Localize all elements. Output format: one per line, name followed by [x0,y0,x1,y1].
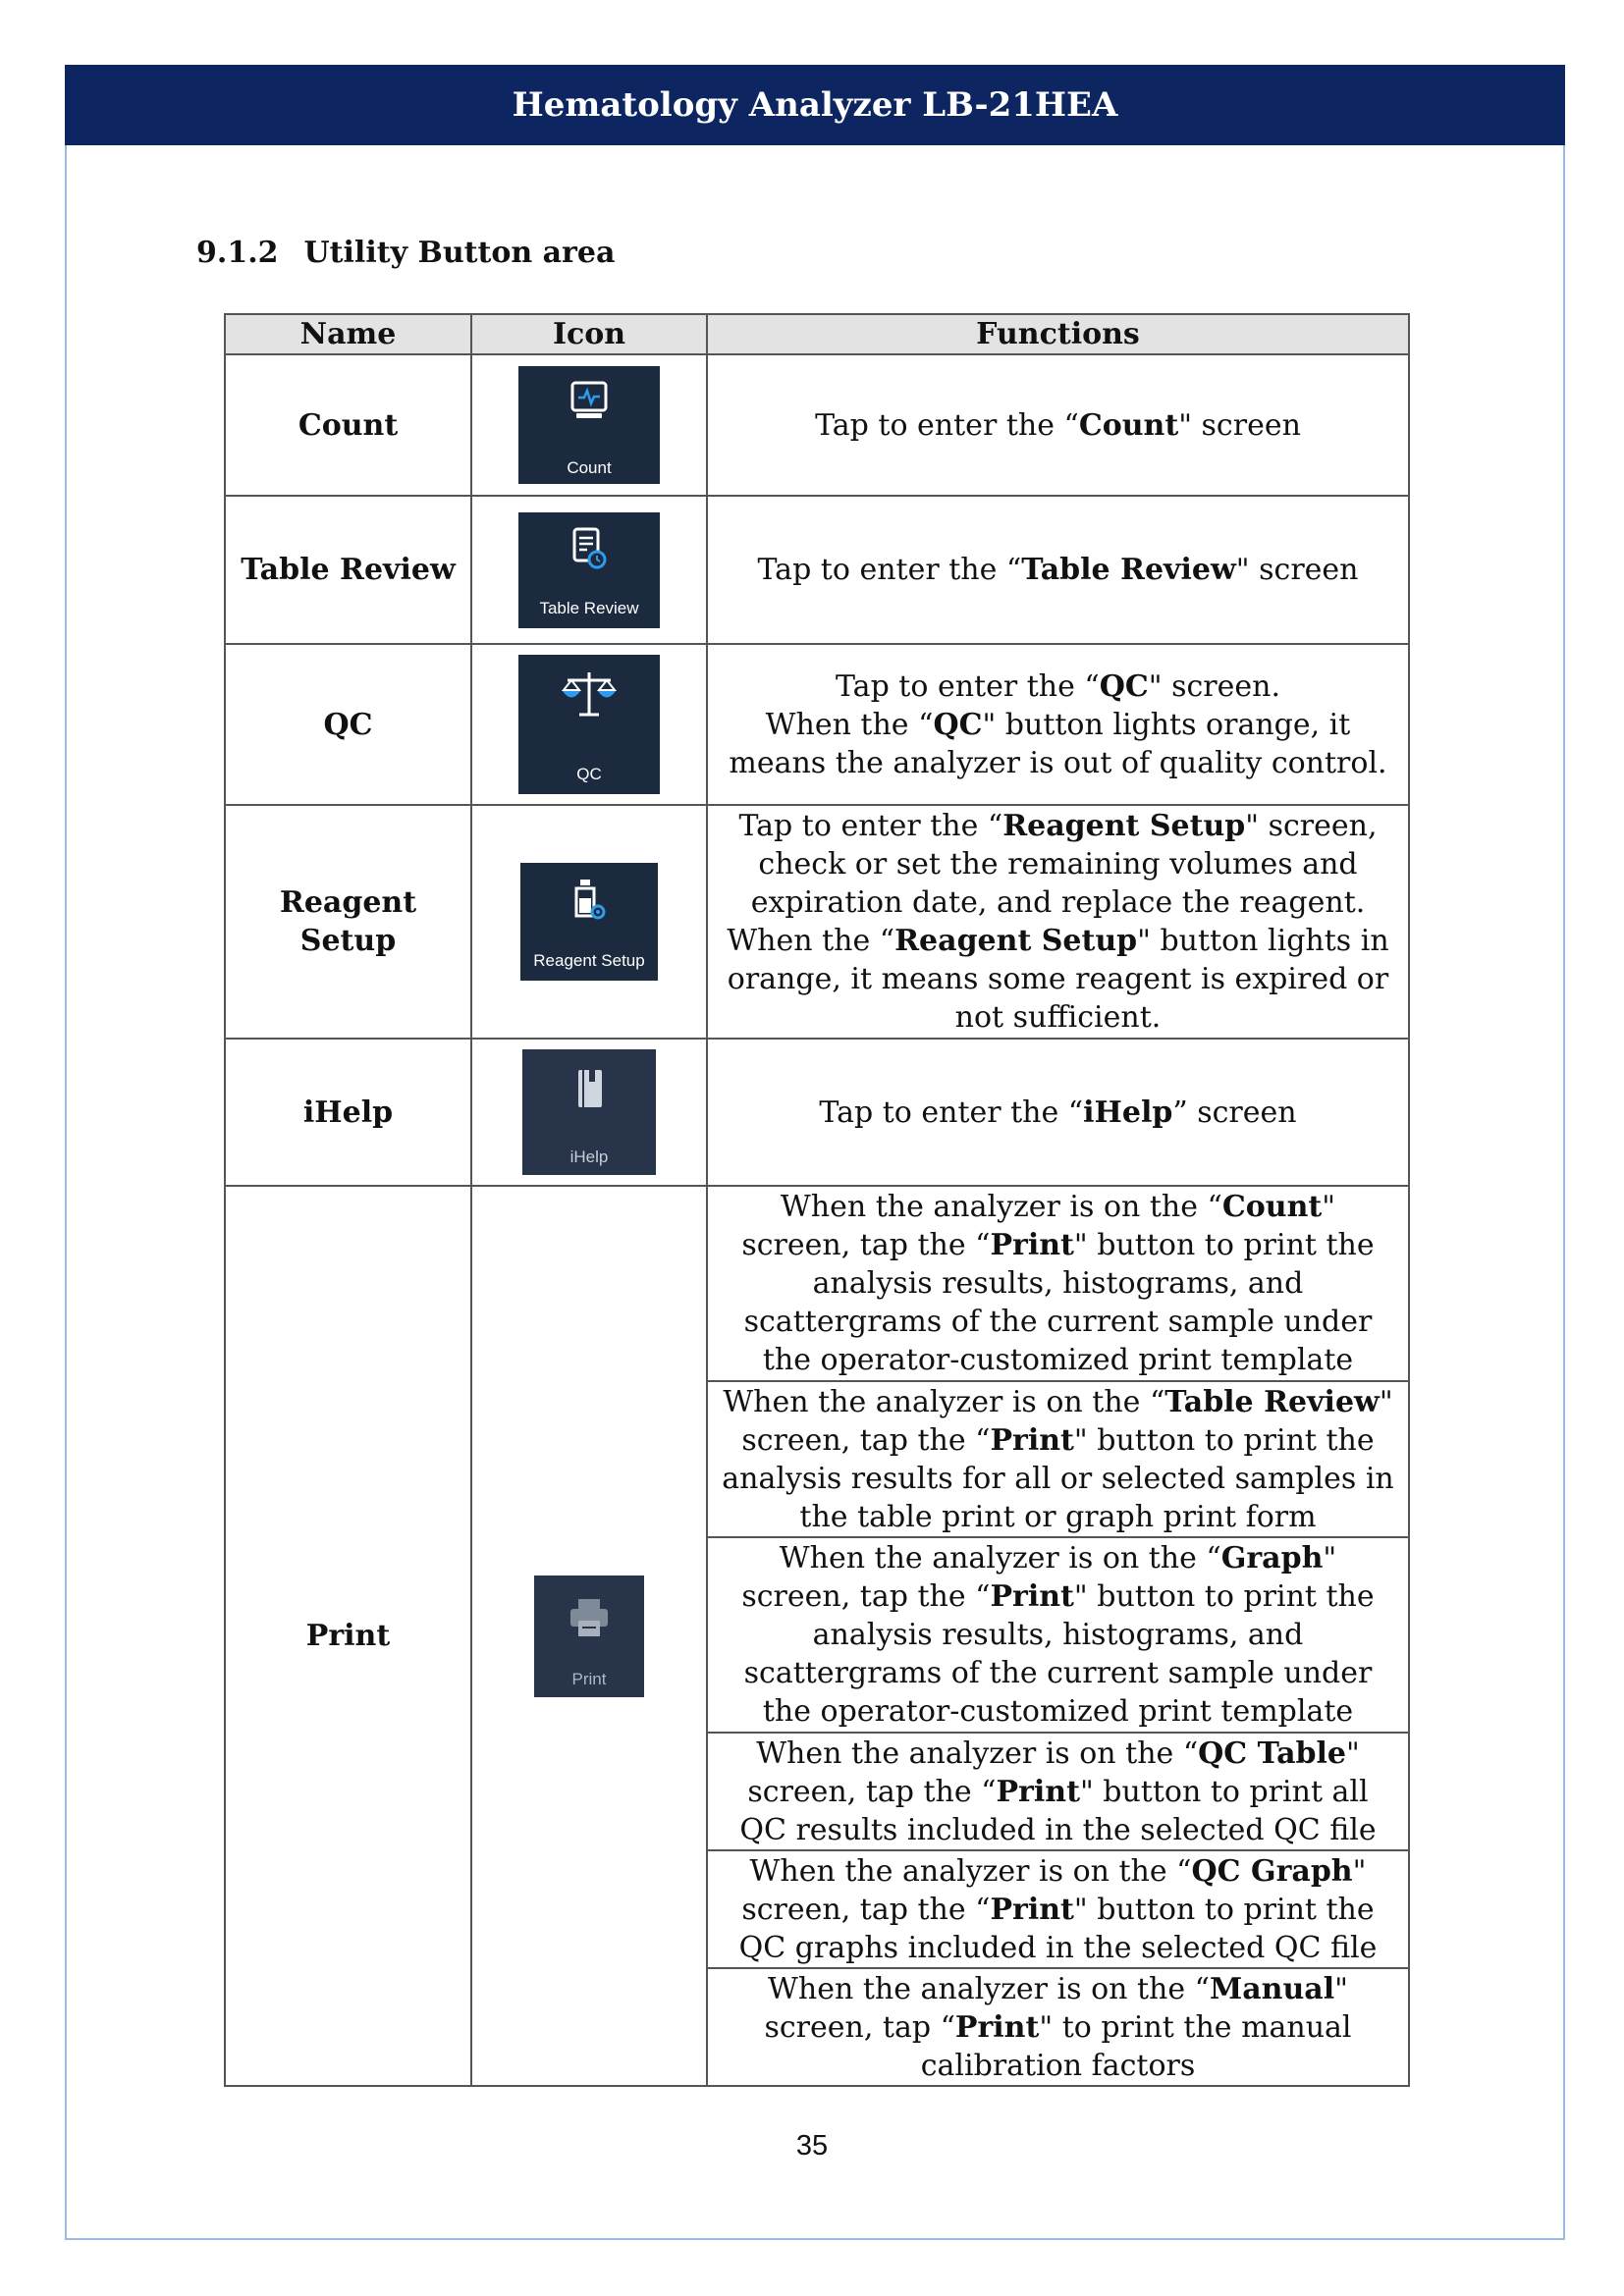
row-functions-print-qc-table [707,1733,1409,1850]
row-functions-ihelp [707,1039,1409,1186]
table-row [225,1186,1409,1381]
count-button[interactable] [518,366,660,484]
print-button[interactable] [534,1575,644,1697]
function-keyword: Print [990,1579,1074,1614]
book-icon [569,1067,609,1118]
function-text: When the analyzer is on the “ [723,1384,1165,1419]
reagent-setup-button-label: Reagent Setup [533,951,645,970]
function-text: " screen. [1148,668,1280,704]
row-icon-cell [471,496,707,644]
printer-icon [565,1595,614,1644]
header-title: Hematology Analyzer LB-21HEA [512,85,1118,125]
function-text: " button to print the analysis results, histograms, and scattergrams of the current sample under the operator-customized print template [743,1579,1375,1729]
row-functions-print-manual [707,1968,1409,2086]
utility-button-table [224,313,1410,2087]
row-name-qc: QC [225,644,471,805]
table-row [225,1039,1409,1186]
function-text: " button lights orange, it means the analyzer is out of quality control. [729,707,1387,780]
row-functions-reagent-setup [707,805,1409,1039]
reagent-bottle-icon [568,877,611,928]
function-text: " button to print the analysis results, histograms, and scattergrams of the current sample under the operator-customized print template [743,1228,1375,1377]
row-functions-print-qc-graph [707,1850,1409,1968]
row-icon-cell [471,644,707,805]
function-keyword: Print [990,1228,1074,1262]
function-text: When the “ [765,707,934,742]
function-text: Tap to enter the “ [738,809,1003,843]
table-review-button[interactable] [518,512,660,628]
function-keyword: Table Review [1021,553,1236,587]
function-text: " button to print the QC graphs included in the selected QC file [738,1892,1378,1965]
row-name-count: Count [225,354,471,496]
function-text: Tap to enter the “ [815,407,1079,443]
function-text: " screen, tap the “ [741,1541,1337,1614]
function-text: When the “ [727,924,895,958]
ihelp-button[interactable] [522,1049,656,1175]
function-text: " screen, tap “ [764,1971,1348,2045]
reagent-setup-button[interactable] [520,863,658,981]
function-keyword: QC Graph [1191,1853,1353,1889]
row-functions-table-review [707,496,1409,644]
table-header-row [225,314,1409,354]
function-keyword: Graph [1220,1541,1324,1575]
row-name-reagent-setup: Reagent Setup [225,805,471,1039]
ihelp-button-label: iHelp [569,1148,609,1166]
function-text: When the analyzer is on the “ [768,1971,1211,2006]
row-functions-print-count [707,1186,1409,1381]
function-keyword: Table Review [1164,1384,1380,1419]
function-keyword: Reagent Setup [1002,809,1246,843]
function-text: " to print the manual calibration factors [920,2009,1352,2083]
function-keyword: Print [990,1422,1074,1458]
function-text: When the analyzer is on the “ [756,1735,1199,1771]
row-icon-cell [471,805,707,1039]
function-text: " screen, tap the “ [741,1190,1336,1262]
function-text: " screen, tap the “ [741,1384,1393,1458]
function-text: When the analyzer is on the “ [779,1541,1221,1575]
function-text: " button to print the analysis results for all or selected samples in the table print or graph print form [722,1422,1394,1534]
row-functions-qc [707,644,1409,805]
column-header-icon: Icon [471,314,707,354]
column-header-name: Name [225,314,471,354]
row-name-ihelp: iHelp [225,1039,471,1186]
balance-scale-icon [560,668,619,723]
function-keyword: QC Table [1198,1735,1346,1771]
row-functions-print-table-review [707,1381,1409,1537]
row-icon-cell [471,354,707,496]
row-name-print: Print [225,1186,471,2086]
table-row [225,805,1409,1039]
page-header [65,65,1565,145]
function-text: Tap to enter the “ [757,553,1022,587]
function-text: Tap to enter the “ [836,668,1100,704]
row-icon-cell [471,1186,707,2086]
row-functions-print-graph [707,1537,1409,1733]
monitor-icon [568,380,611,427]
function-text: " button to print all QC results included in the selected QC file [739,1774,1377,1847]
function-text: " screen, tap the “ [747,1735,1360,1809]
page-number: 35 [795,2130,829,2162]
function-text: Tap to enter the “ [819,1095,1084,1130]
column-header-functions: Functions [707,314,1409,354]
section-number: 9.1.2 [196,236,279,270]
table-row [225,644,1409,805]
function-keyword: Reagent Setup [894,924,1138,958]
function-text: " screen, check or set the remaining volumes and expiration date, and replace the reagent. [750,809,1378,920]
function-keyword: QC [1099,668,1149,704]
table-row [225,354,1409,496]
section-heading [196,236,615,270]
function-text: " screen [1178,407,1301,443]
table-row [225,496,1409,644]
row-name-table-review: Table Review [225,496,471,644]
qc-button-label: QC [576,765,602,783]
function-keyword: Manual [1210,1971,1335,2006]
function-text: When the analyzer is on the “ [780,1190,1222,1224]
function-text: When the analyzer is on the “ [749,1853,1192,1889]
function-text: " screen [1235,553,1359,587]
section-title: Utility Button area [303,236,616,270]
function-text: " button lights in orange, it means some reagent is expired or not sufficient. [727,924,1389,1035]
function-keyword: QC [933,707,983,742]
function-keyword: Count [1221,1190,1323,1224]
row-icon-cell [471,1039,707,1186]
table-review-button-label: Table Review [539,598,639,617]
function-text: " screen, tap the “ [741,1853,1367,1927]
qc-button[interactable] [518,655,660,794]
function-text: ” screen [1172,1095,1297,1130]
count-button-label: Count [567,458,612,477]
document-clock-icon [568,526,611,577]
function-keyword: Print [990,1892,1074,1927]
function-keyword: Count [1078,407,1179,443]
print-button-label: Print [571,1669,607,1688]
function-keyword: iHelp [1083,1095,1173,1130]
row-functions-count [707,354,1409,496]
function-keyword: Print [954,2009,1040,2045]
function-keyword: Print [996,1774,1080,1809]
